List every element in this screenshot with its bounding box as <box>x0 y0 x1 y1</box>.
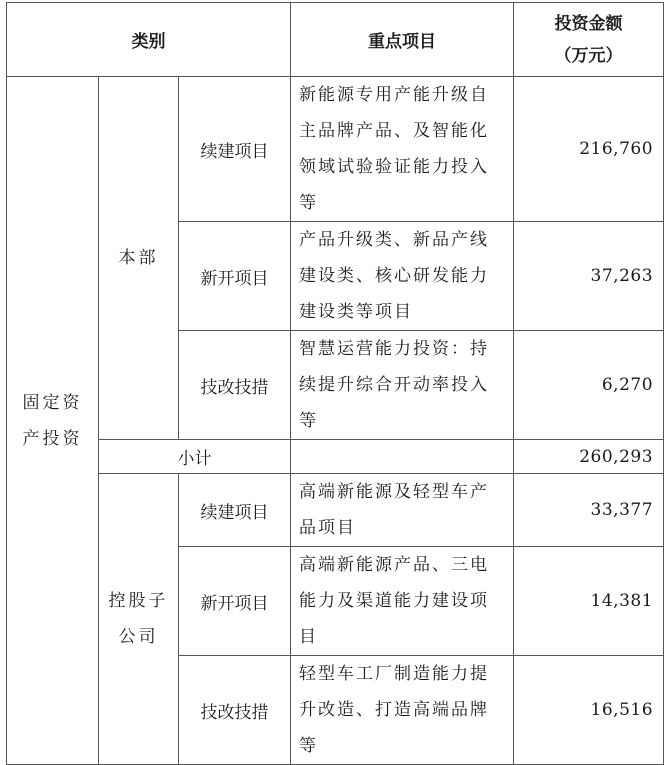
row-project: 高端新能源产品、三电能力及渠道能力建设项目 <box>291 547 514 656</box>
row-amount: 37,263 <box>514 222 664 331</box>
headquarters-label: 本部 <box>99 77 179 440</box>
fixed-asset-line2: 产投资 <box>22 428 83 449</box>
row-type: 技改技措 <box>179 656 291 765</box>
subsidiary-label-line2: 公司 <box>118 627 159 647</box>
fixed-asset-line1: 固定资 <box>22 392 83 413</box>
header-row <box>7 3 664 77</box>
row-amount: 16,516 <box>514 656 664 765</box>
row-amount: 216,760 <box>514 77 664 222</box>
header-amount-line2: （万元） <box>554 45 623 66</box>
subtotal-row <box>7 440 664 474</box>
subsidiary-label-line1: 控股子 <box>108 591 169 611</box>
fixed-asset-investment-cell <box>7 77 99 765</box>
row-type: 技改技措 <box>179 331 291 440</box>
row-amount: 33,377 <box>514 474 664 547</box>
subtotal-empty-cell <box>291 440 514 474</box>
investment-table-container <box>6 2 663 754</box>
row-type: 续建项目 <box>179 474 291 547</box>
header-amount-line1: 投资金额 <box>554 13 623 34</box>
row-type: 续建项目 <box>179 77 291 222</box>
investment-table <box>6 2 664 765</box>
row-type: 新开项目 <box>179 222 291 331</box>
row-project: 产品升级类、新品产线建设类、核心研发能力建设类等项目 <box>291 222 514 331</box>
subtotal-label: 小计 <box>99 440 291 474</box>
row-project: 轻型车工厂制造能力提升改造、打造高端品牌等 <box>291 656 514 765</box>
subtotal-amount: 260,293 <box>514 440 664 474</box>
header-projects: 重点项目 <box>291 3 514 77</box>
row-project: 高端新能源及轻型车产品项目 <box>291 474 514 547</box>
header-amount <box>514 3 664 77</box>
header-category: 类别 <box>7 3 291 77</box>
subsidiary-label <box>99 474 179 765</box>
table-row <box>7 474 664 547</box>
row-project: 新能源专用产能升级自主品牌产品、及智能化领域试验验证能力投入等 <box>291 77 514 222</box>
row-amount: 14,381 <box>514 547 664 656</box>
table-row <box>7 77 664 222</box>
row-amount: 6,270 <box>514 331 664 440</box>
row-type: 新开项目 <box>179 547 291 656</box>
row-project: 智慧运营能力投资：持续提升综合开动率投入等 <box>291 331 514 440</box>
